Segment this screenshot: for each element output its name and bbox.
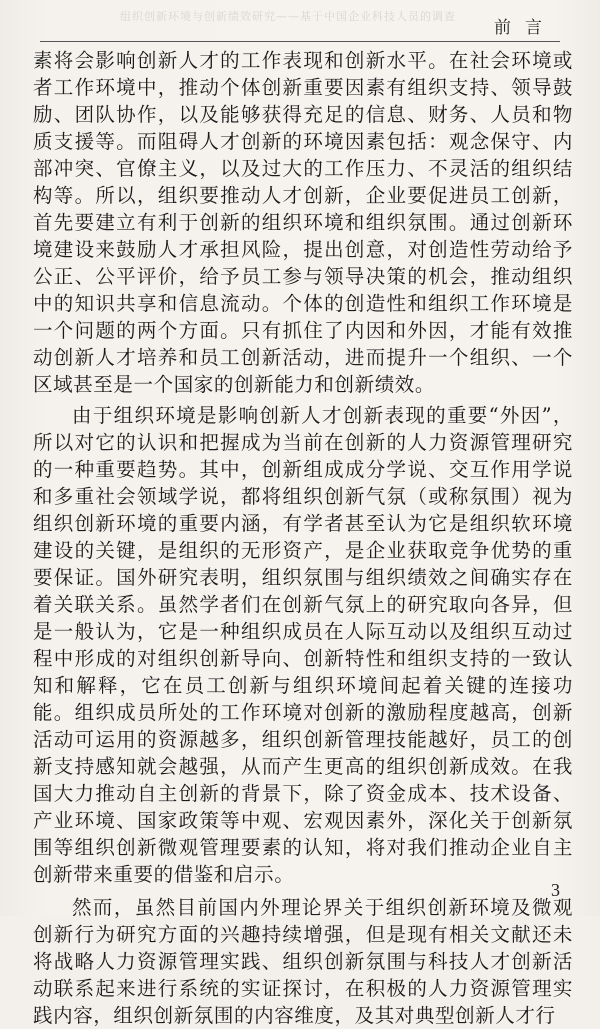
header-divider	[40, 41, 560, 42]
running-header	[0, 0, 600, 44]
book-title-header: 组织创新环境与创新绩效研究——基于中国企业科技人员的调查	[120, 10, 456, 23]
section-title: 前言	[494, 18, 556, 38]
body-text	[33, 47, 573, 1029]
paragraph-organization-environment: 由于组织环境是影响创新人才创新表现的重要“外因”，所以对它的认识和把握成为当前在创新的人力资源管理研究的一种重要趋势。其中，创新组成成分学说、交互作用学说和多重社会领域学说，都将组织创新气氛（或称氛围）视为组织创新环境的重要内涵，有学者甚至认为它是组织软环境建设的关键，是组织的无形资产，是企业获取竞争优势的重要保证。国外研究表明，组织氛围与组织绩效之间确实存在着关联关系。虽然学者们在创新气氛上的研究取向各异，但是一般认为，它是一种组织成员在人际互动以及组织互动过程中形成的对组织创新导向、创新特性和组织支持的一致认知和解释，它在员工创新与组织环境间起着关键的连接功能。组织成员所处的工作环境对创新的激励程度越高，创新活动可运用的资源越多，组织创新管理技能越好，员工的创新支持感知就会越强，从而产生更高的组织创新成效。在我国大力推动自主创新的背景下，除了资金成本、技术设备、产业环境、国家政策等中观、宏观因素外，深化关于创新氛围等组织创新微观管理要素的认知，将对我们推动企业自主创新带来重要的借鉴和启示。	[33, 404, 573, 886]
paragraph-continued: 素将会影响创新人才的工作表现和创新水平。在社会环境或者工作环境中，推动个体创新重要因素有组织支持、领导鼓励、团队协作，以及能够获得充足的信息、财务、人员和物质支援等。而阻碍人才创新的环境因素包括：观念保守、内部冲突、官僚主义，以及过大的工作压力、不灵活的组织结构等。所以，组织要推动人才创新，企业要促进员工创新，首先要建立有利于创新的组织环境和组织氛围。通过创新环境建设来鼓励人才承担风险，提出创意，对创造性劳动给予公正、公平评价，给予员工参与领导决策的机会，推动组织中的知识共享和信息流动。个体的创造性和组织工作环境是一个问题的两个方面。只有抓住了内因和外因，才能有效推动创新人才培养和员工创新活动，进而提升一个组织、一个区域甚至是一个国家的创新能力和创新绩效。	[33, 49, 573, 396]
page-number: 3	[551, 880, 560, 900]
paragraph-however: 然而，虽然目前国内外理论界关于组织创新环境及微观创新行为研究方面的兴趣持续增强，但是现有相关文献还未将战略人力资源管理实践、组织创新氛围与科技人才创新活动联系起来进行系统的实证探讨，在积极的人力资源管理实践内容，组织创新氛围的内容维度，及其对典型创新人才行	[33, 896, 573, 1027]
